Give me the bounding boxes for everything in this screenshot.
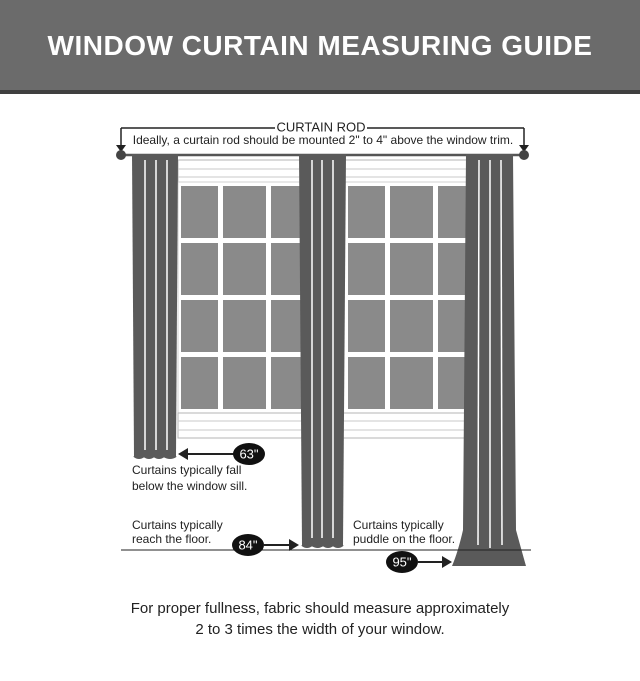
caption-95-line2: puddle on the floor. [353,532,456,546]
window-pane [181,357,218,409]
badge-95: 95" [392,554,412,570]
window-pane [271,300,304,352]
curtain-left [132,154,178,458]
curtain-middle [299,154,346,547]
footer-note [0,598,640,640]
measurement-63 [178,443,265,465]
window-pane [348,243,385,295]
measurement-95 [386,551,452,573]
caption-84-line1: Curtains typically [132,518,223,532]
rod-note: Ideally, a curtain rod should be mounted 2" to 4" above the window trim. [132,133,514,148]
window-pane [348,186,385,238]
badge-84: 84" [238,537,258,553]
window-pane [271,357,304,409]
measurement-84 [232,534,299,556]
caption-95-line1: Curtains typically [353,518,444,532]
rod-label: CURTAIN ROD [276,119,366,135]
window-pane [181,300,218,352]
window-pane [390,357,433,409]
caption-63-line2: below the window sill. [132,479,248,493]
badge-63: 63" [239,446,259,462]
window-pane [223,243,266,295]
caption-63-line1: Curtains typically fall [132,463,242,477]
window-pane [223,300,266,352]
window-pane [390,243,433,295]
window-pane [348,357,385,409]
window-pane [181,186,218,238]
window-pane [223,186,266,238]
footer-line2: 2 to 3 times the width of your window. [195,621,445,638]
window-pane [390,186,433,238]
window-pane [271,186,304,238]
caption-84-line2: reach the floor. [132,532,212,546]
window-pane [223,357,266,409]
page-title: WINDOW CURTAIN MEASURING GUIDE [47,30,593,61]
footer-line1: For proper fullness, fabric should measure approximately [130,600,510,617]
window-pane [390,300,433,352]
window-pane [348,300,385,352]
window-pane [271,243,304,295]
window-pane [181,243,218,295]
